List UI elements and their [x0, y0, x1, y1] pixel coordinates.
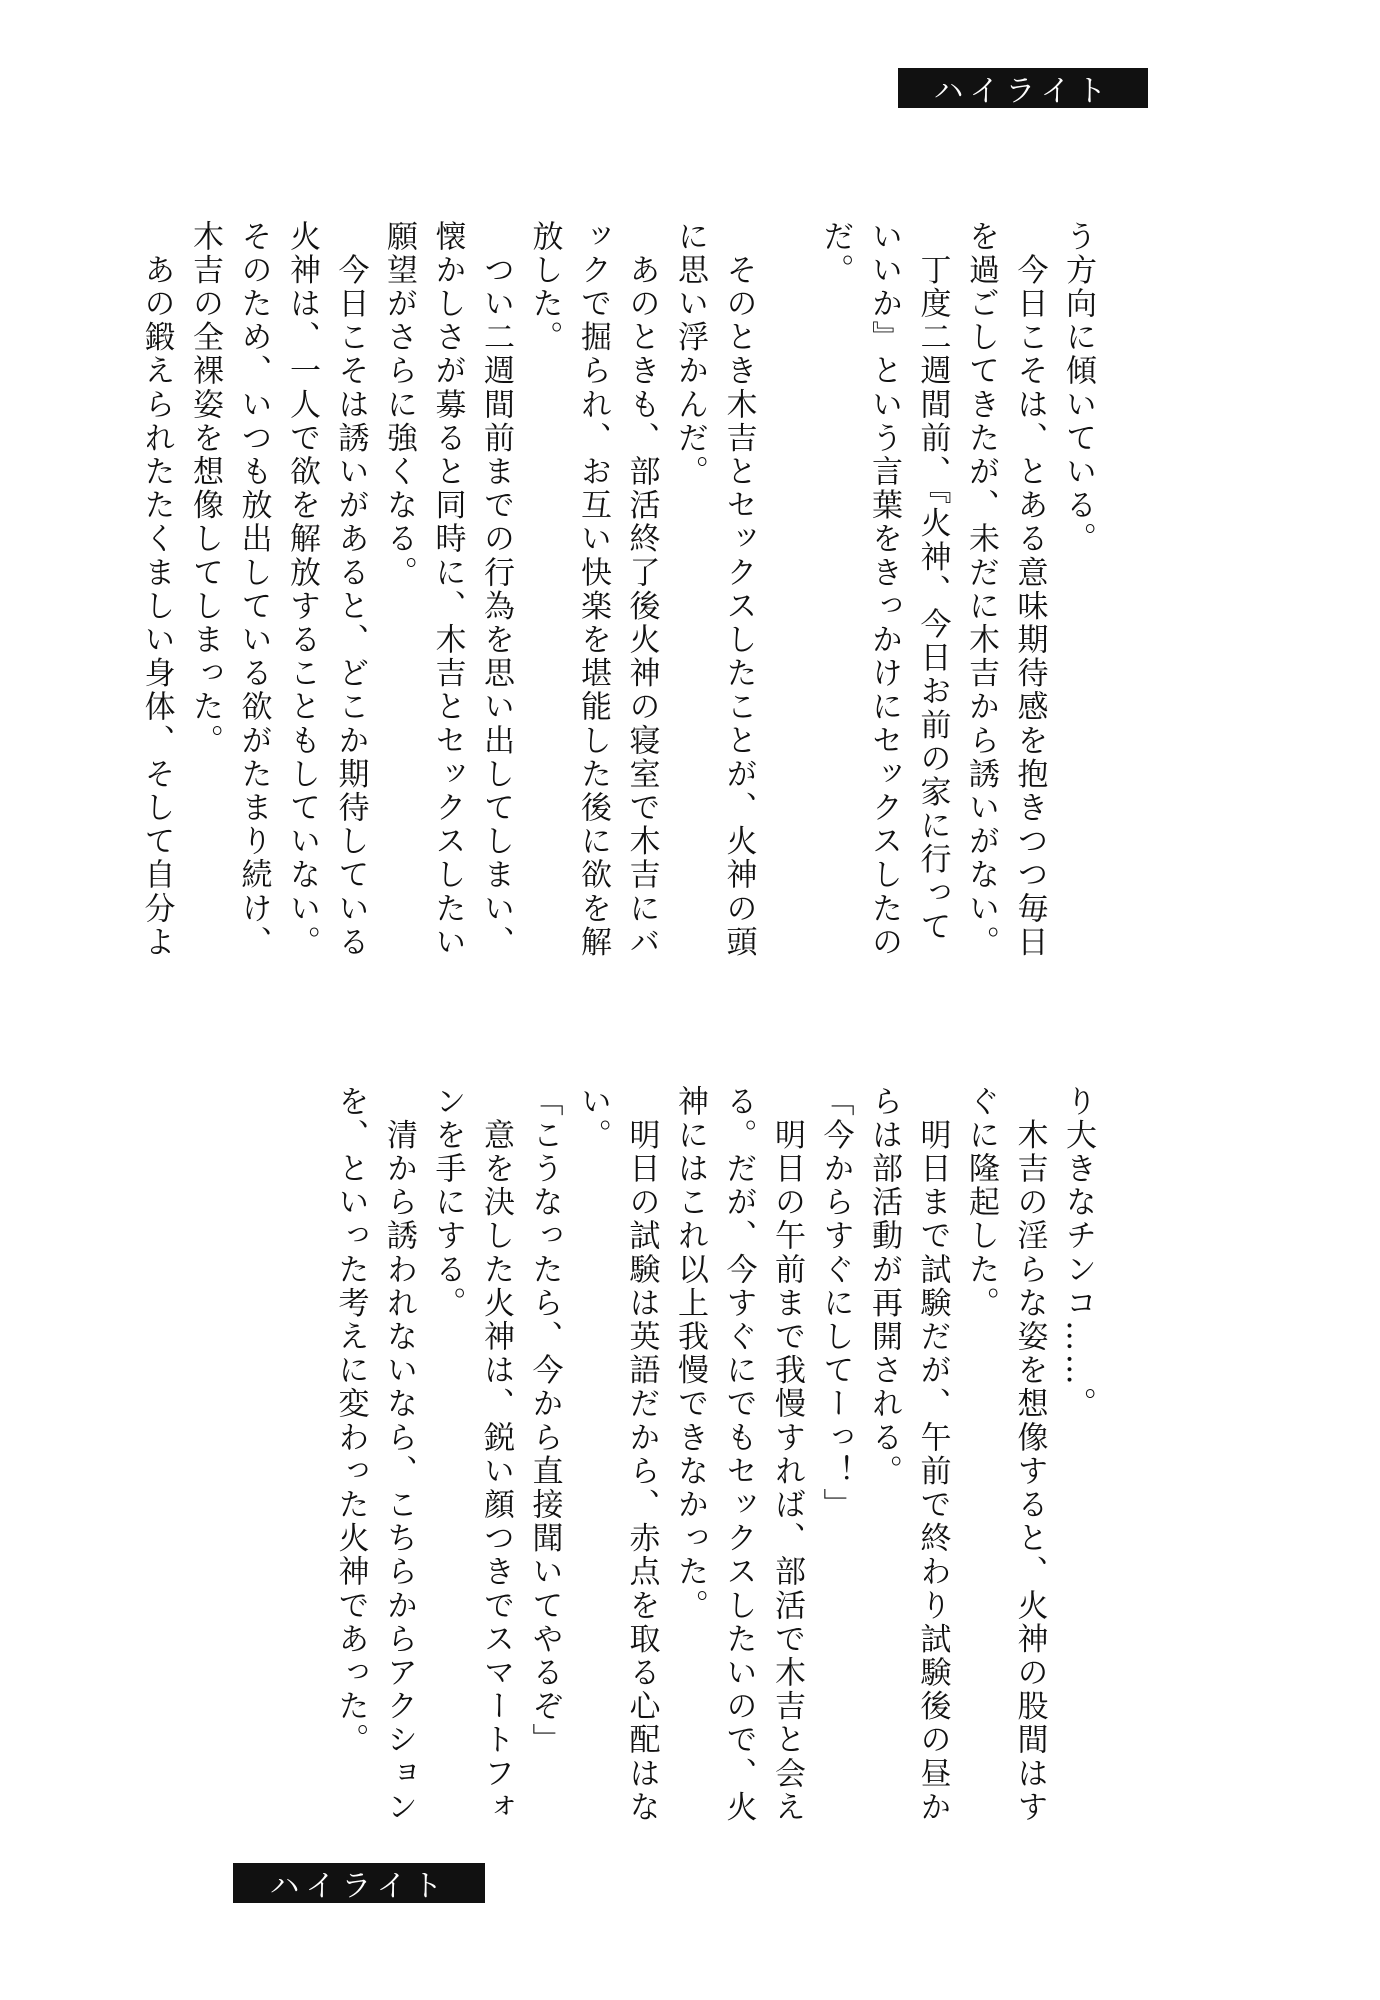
- text-line: 今日こそは、とある意味期待感を抱きつつ毎日: [1011, 220, 1048, 960]
- text-line: る。だが、今すぐにでもセックスしたいので、火: [720, 1085, 757, 1825]
- text-line: 今日こそは誘いがあると、どこか期待している: [332, 220, 369, 960]
- text-line: に思い浮かんだ。: [672, 220, 708, 489]
- text-line: 明日の午前まで我慢すれば、部活で木吉と会え: [769, 1085, 805, 1825]
- text-line: 明日の試験は英語だから、赤点を取る心配はな: [623, 1085, 660, 1825]
- text-line: 意を決した火神は、鋭い顔つきでスマートフォ: [478, 1085, 514, 1825]
- text-line: らは部活動が再開される。: [866, 1085, 902, 1489]
- text-line: 清から誘われないなら、こちらからアクション: [381, 1085, 417, 1825]
- text-line: ックで掘られ、お互い快楽を堪能した後に欲を解: [575, 220, 611, 960]
- text-line: を、といった考えに変わった火神であった。: [332, 1085, 369, 1757]
- text-line: そのため、いつも放出している欲がたまり続け、: [235, 220, 272, 960]
- text-line: 明日まで試験だが、午前で終わり試験後の昼か: [914, 1085, 951, 1825]
- text-line: あの鍛えられたたくましい身体、そして自分よ: [138, 220, 175, 960]
- text-line: 願望がさらに強くなる。: [381, 220, 417, 590]
- text-line: だ。: [817, 220, 854, 288]
- text-line: 「今からすぐにしてーっ！」: [817, 1085, 854, 1522]
- text-line: い。: [575, 1085, 611, 1153]
- text-line: 火神は、一人で欲を解放することもしていない。: [284, 220, 320, 960]
- text-line: あのときも、部活終了後火神の寝室で木吉にバ: [623, 220, 660, 960]
- body-text-upper: [138, 220, 1102, 960]
- text-line: を過ごしてきたが、未だに木吉から誘いがない。: [963, 220, 999, 960]
- text-line: り大きなチンコ……。: [1060, 1085, 1096, 1421]
- text-line: 懐かしさが募ると同時に、木吉とセックスしたい: [429, 220, 466, 960]
- page-header-label: ハイライト: [898, 68, 1148, 108]
- page-footer-label: ハイライト: [233, 1863, 485, 1903]
- body-text-lower: [332, 1085, 1102, 1825]
- text-line: 神にはこれ以上我慢できなかった。: [672, 1085, 708, 1623]
- text-line: いいか』という言葉をきっかけにセックスしたの: [866, 220, 902, 960]
- text-line: ンを手にする。: [429, 1085, 466, 1321]
- text-line: 丁度二週間前、『火神、今日お前の家に行って: [914, 220, 951, 944]
- text-line: つい二週間前までの行為を思い出してしまい、: [478, 220, 514, 960]
- text-line: 木吉の全裸姿を想像してしまった。: [187, 220, 223, 758]
- text-line: [763, 220, 812, 920]
- text-line: ぐに隆起した。: [963, 1085, 999, 1321]
- text-line: 木吉の淫らな姿を想像すると、火神の股間はす: [1011, 1085, 1048, 1825]
- text-line: 放した。: [526, 220, 563, 355]
- text-line: 「こうなったら、今から直接聞いてやるぞ」: [526, 1085, 563, 1757]
- text-line: そのとき木吉とセックスしたことが、火神の頭: [720, 220, 757, 960]
- text-line: う方向に傾いている。: [1060, 220, 1096, 556]
